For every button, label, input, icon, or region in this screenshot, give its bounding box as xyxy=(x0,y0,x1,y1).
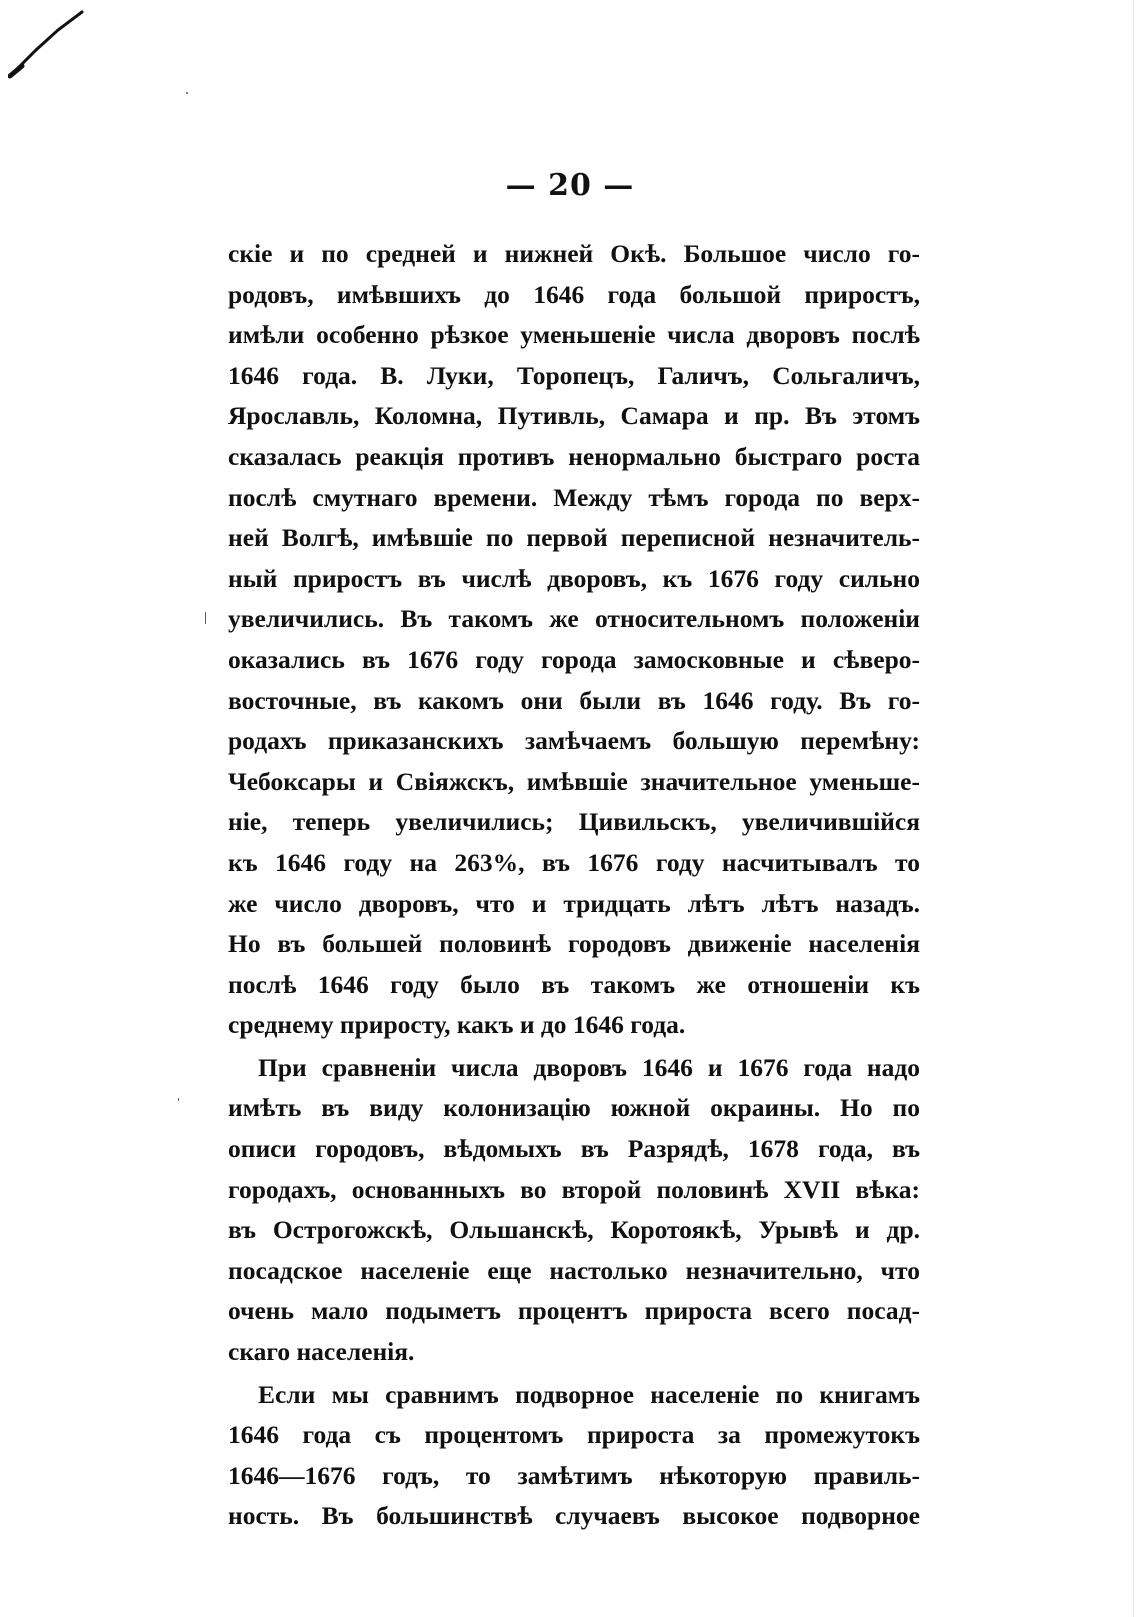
text-line: описи городовъ, вѣдомыхъ въ Разрядѣ, 1678 года, въ xyxy=(228,1134,920,1164)
scan-speck xyxy=(186,92,188,94)
text-line: ность. Въ большинствѣ случаевъ высокое подворное xyxy=(228,1501,920,1531)
text-line: посадское населеніе еще настолько незначительно, что xyxy=(228,1255,920,1285)
text-line: Ярославль, Коломна, Путивль, Самара и пр. Въ этомъ xyxy=(228,401,920,431)
text-line: скіе и по средней и нижней Окѣ. Большое число го- xyxy=(228,239,920,268)
text-line: послѣ 1646 году было въ такомъ же отношеніи къ xyxy=(228,969,920,999)
text-line: ней Волгѣ, имѣвшіе по первой переписной незначитель- xyxy=(228,523,920,553)
page-number: — 20 — xyxy=(505,168,635,203)
text-line: родовъ, имѣвшихъ до 1646 года большой приростъ, xyxy=(228,279,920,309)
pen-stroke-mark xyxy=(8,10,88,80)
text-line: 1646—1676 годъ, то замѣтимъ нѣкоторую правиль- xyxy=(228,1460,920,1490)
body-text xyxy=(228,234,920,1537)
text-line: послѣ смутнаго времени. Между тѣмъ города по верх- xyxy=(228,482,920,512)
text-line: родахъ приказанскихъ замѣчаемъ большую перемѣну: xyxy=(228,726,920,756)
text-line: Но въ большей половинѣ городовъ движеніе населенія xyxy=(228,929,920,959)
paragraph-3 xyxy=(228,1375,920,1537)
text-line: оказались въ 1676 году города замосковные и сѣверо- xyxy=(228,644,920,674)
text-line: сказалась реакція противъ ненормально быстраго роста xyxy=(228,441,920,471)
text-line: очень мало подыметъ процентъ прироста всего посад- xyxy=(228,1296,920,1326)
text-line: ніе, теперь увеличились; Цивильскъ, увеличившійся xyxy=(228,807,920,837)
text-line: городахъ, основанныхъ во второй половинѣ XVII вѣка: xyxy=(228,1174,920,1204)
text-line: скаго населенія. xyxy=(228,1337,415,1367)
text-line: При сравненіи числа дворовъ 1646 и 1676 года надо xyxy=(258,1052,920,1082)
scan-speck xyxy=(178,1098,179,1101)
page-edge-line xyxy=(1133,0,1134,1617)
paragraph-2 xyxy=(228,1048,920,1373)
text-line: же число дворовъ, что и тридцать лѣтъ лѣтъ назадъ. xyxy=(228,888,920,918)
text-line: имѣли особенно рѣзкое уменьшеніе числа дворовъ послѣ xyxy=(228,320,920,350)
text-line: увеличились. Въ такомъ же относительномъ положеніи xyxy=(228,604,920,634)
text-line: 1646 года. В. Луки, Торопецъ, Галичъ, Сольгаличъ, xyxy=(228,360,920,390)
text-line: ный приростъ въ числѣ дворовъ, къ 1676 году сильно xyxy=(228,563,920,593)
text-line: въ Острогожскѣ, Ольшанскѣ, Коротоякѣ, Урывѣ и др. xyxy=(228,1215,920,1245)
text-line: Чебоксары и Свіяжскъ, имѣвшіе значительное уменьше- xyxy=(228,766,920,796)
text-line: имѣть въ виду колонизацію южной окраины. Но по xyxy=(228,1093,920,1123)
paragraph-1 xyxy=(228,234,920,1046)
text-line: среднему приросту, какъ и до 1646 года. xyxy=(228,1010,686,1040)
text-line: восточные, въ какомъ они были въ 1646 году. Въ го- xyxy=(228,685,920,715)
text-line: къ 1646 году на 263%, въ 1676 году насчитывалъ то xyxy=(228,847,920,877)
text-line: Если мы сравнимъ подворное населеніе по книгамъ xyxy=(258,1379,920,1409)
text-line: 1646 года съ процентомъ прироста за промежутокъ xyxy=(228,1420,920,1450)
scan-speck xyxy=(205,612,206,624)
